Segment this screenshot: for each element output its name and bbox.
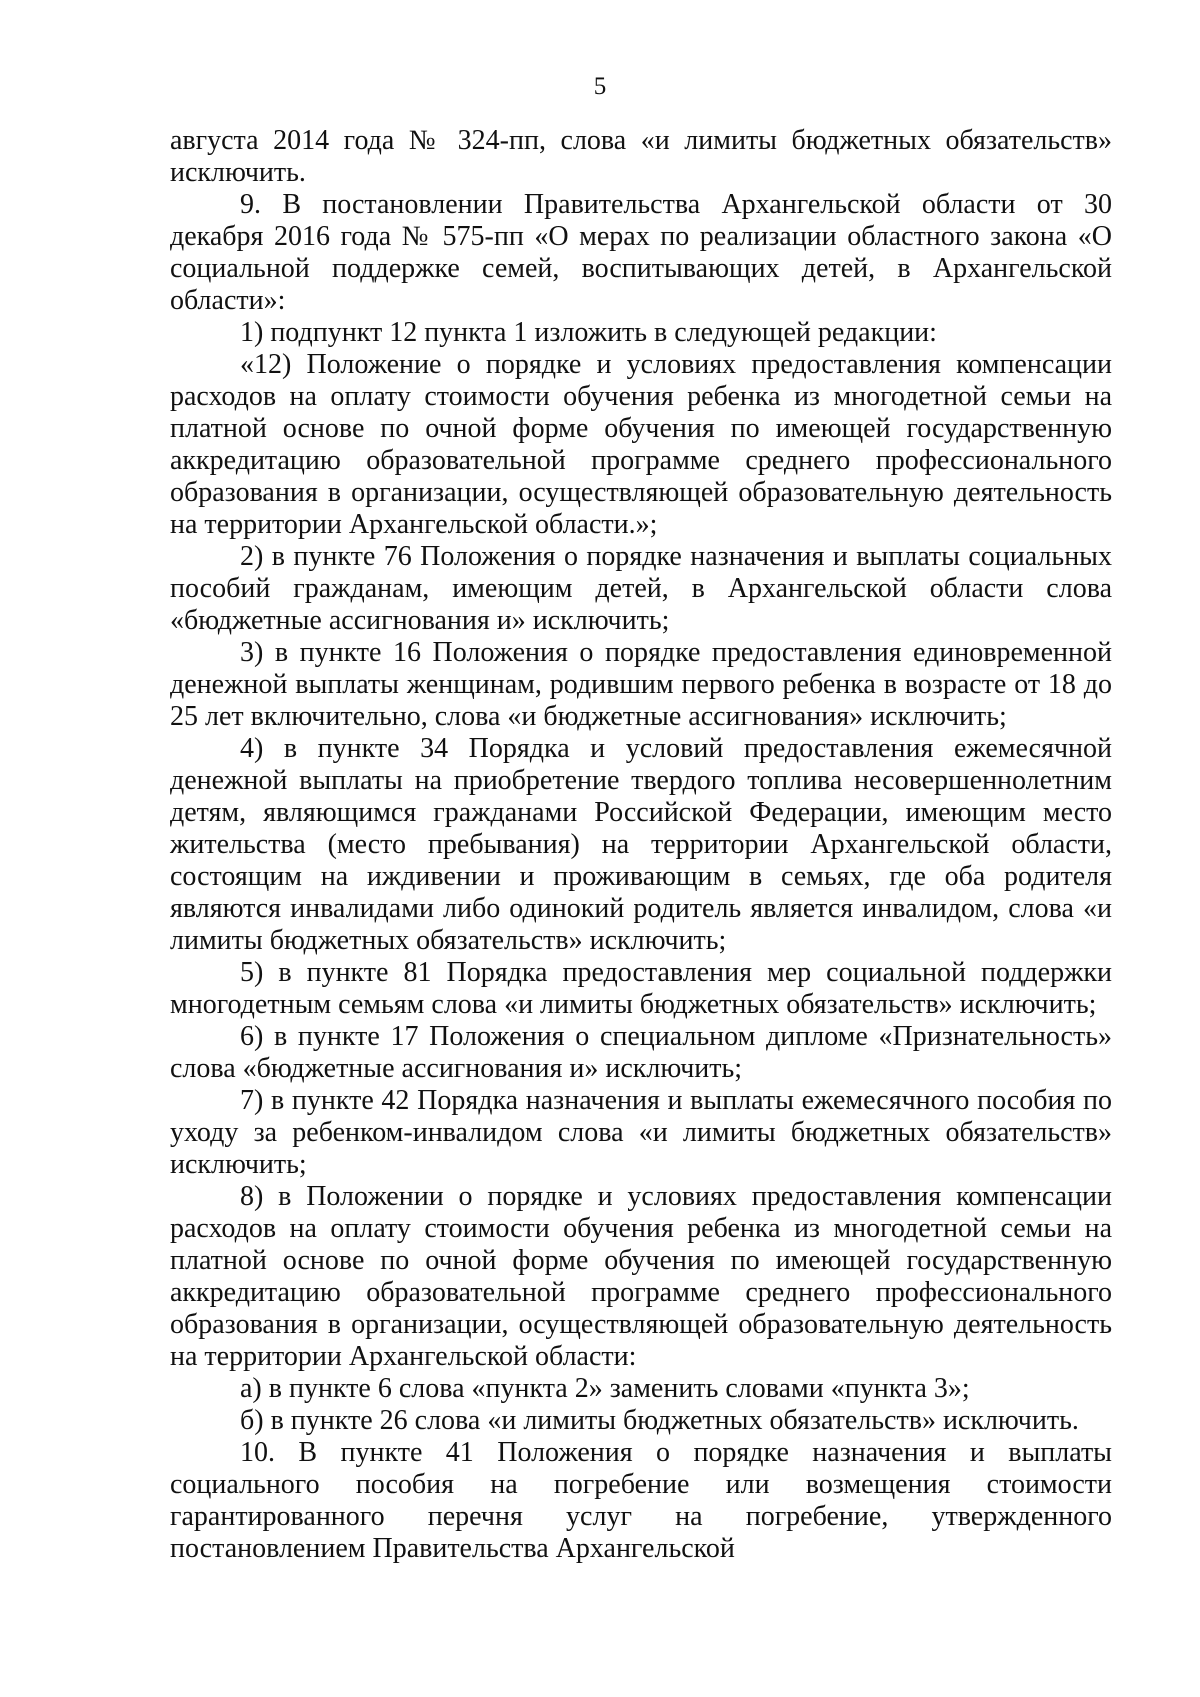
paragraph-quoted-subitem-12: «12) Положение о порядке и условиях предоставления компенсации расходов на оплату стоимости обучения ребенка из многодетной семьи на платной основе по очной форме обучения по имеющей государственную аккредитацию образовательной программе среднего профессионального образования в организации, осуществляющей образовательную деятельность на территории Архангельской области.»; xyxy=(170,349,1112,540)
paragraph-subitem-1: 1) подпункт 12 пункта 1 изложить в следующей редакции: xyxy=(240,317,937,348)
paragraph-subitem-4: 4) в пункте 34 Порядка и условий предоставления ежемесячной денежной выплаты на приобретение твердого топлива несовершеннолетним детям, являющимся гражданами Российской Федерации, имеющим место жительства (место пребывания) на территории Архангельской области, состоящим на иждивении и проживающим в семьях, где оба родителя являются инвалидами либо одинокий родитель является инвалидом, слова «и лимиты бюджетных обязательств» исключить; xyxy=(170,733,1112,956)
paragraph-subitem-7: 7) в пункте 42 Порядка назначения и выплаты ежемесячного пособия по уходу за ребенком-инвалидом слова «и лимиты бюджетных обязательств» исключить; xyxy=(170,1085,1112,1180)
paragraph-subitem-3: 3) в пункте 16 Положения о порядке предоставления единовременной денежной выплаты женщинам, родившим первого ребенка в возрасте от 18 до 25 лет включительно, слова «и бюджетные ассигнования» исключить; xyxy=(170,637,1112,732)
document-body xyxy=(170,125,1112,1565)
paragraph-subitem-5: 5) в пункте 81 Порядка предоставления мер социальной поддержки многодетным семьям слова «и лимиты бюджетных обязательств» исключить; xyxy=(170,957,1112,1020)
page-number: 5 xyxy=(593,73,607,100)
paragraph-subitem-2: 2) в пункте 76 Положения о порядке назначения и выплаты социальных пособий гражданам, имеющим детей, в Архангельской области слова «бюджетные ассигнования и» исключить; xyxy=(170,541,1112,636)
paragraph-subitem-a: а) в пункте 6 слова «пункта 2» заменить словами «пункта 3»; xyxy=(240,1373,970,1404)
paragraph-subitem-8: 8) в Положении о порядке и условиях предоставления компенсации расходов на оплату стоимости обучения ребенка из многодетной семьи на платной основе по очной форме обучения по имеющей государственную аккредитацию образовательной программе среднего профессионального образования в организации, осуществляющей образовательную деятельность на территории Архангельской области: xyxy=(170,1181,1112,1372)
paragraph-subitem-6: 6) в пункте 17 Положения о специальном дипломе «Признательность» слова «бюджетные ассигнования и» исключить; xyxy=(170,1021,1112,1084)
paragraph-subitem-b: б) в пункте 26 слова «и лимиты бюджетных обязательств» исключить. xyxy=(240,1405,1079,1436)
paragraph-item-10: 10. В пункте 41 Положения о порядке назначения и выплаты социального пособия на погребение или возмещения стоимости гарантированного перечня услуг на погребение, утвержденного постановлением Правительства Архангельской xyxy=(170,1437,1112,1564)
paragraph-continuation: августа 2014 года № 324-пп, слова «и лимиты бюджетных обязательств» исключить. xyxy=(170,125,1112,188)
paragraph-item-9: 9. В постановлении Правительства Архангельской области от 30 декабря 2016 года № 575-пп «О мерах по реализации областного закона «О социальной поддержке семей, воспитывающих детей, в Архангельской области»: xyxy=(170,189,1112,316)
